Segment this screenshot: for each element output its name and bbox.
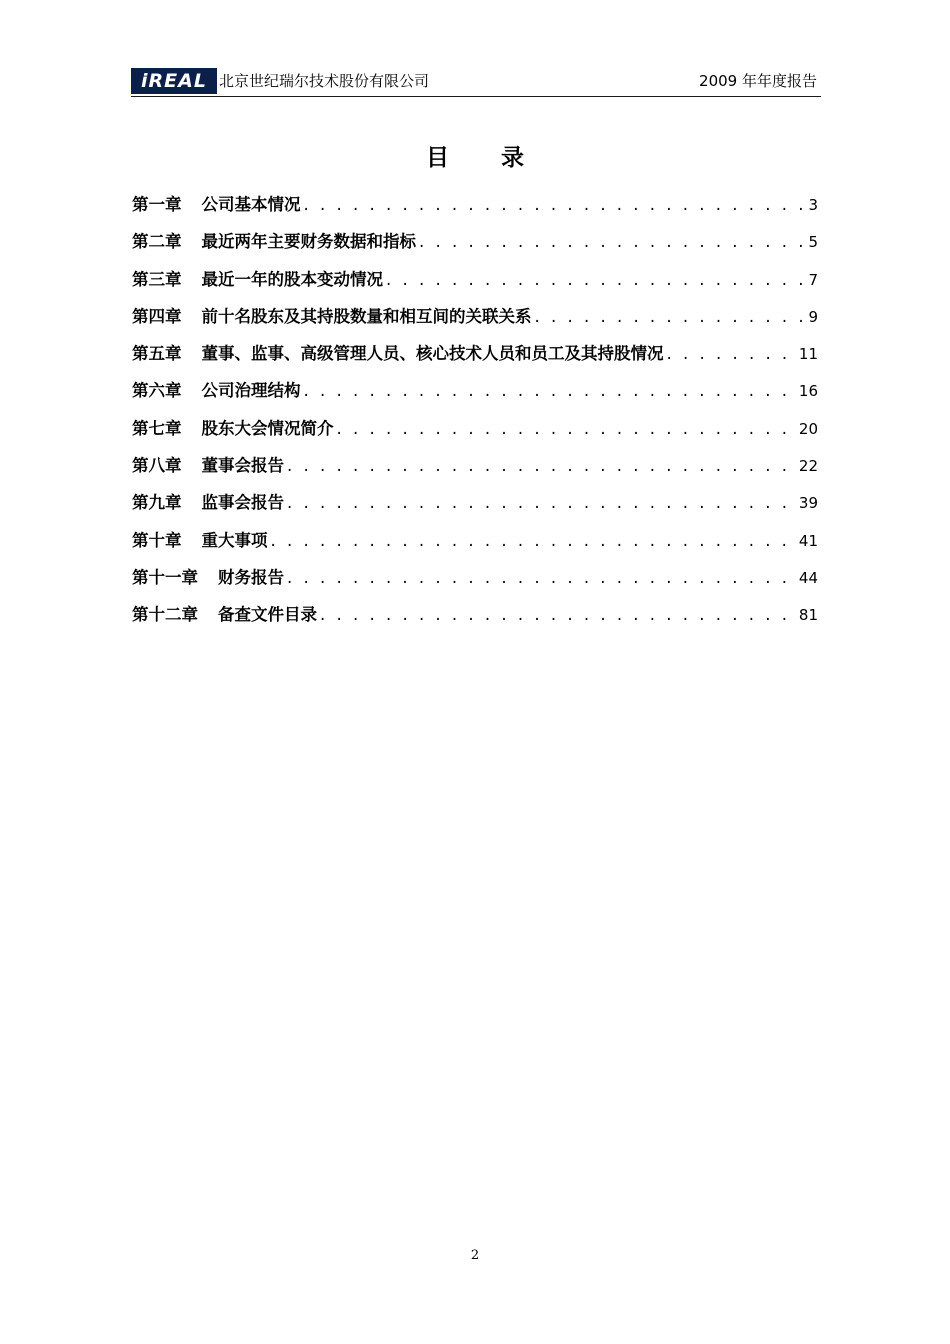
toc-leader-dots: [287, 484, 793, 521]
toc-entry-title: 董事、监事、高级管理人员、核心技术人员和员工及其持股情况: [201, 344, 664, 364]
toc-leader-dots: [337, 410, 793, 447]
toc-page-number: 44: [798, 568, 818, 587]
toc-chapter: 第四章: [132, 306, 182, 326]
toc-page-number: 7: [808, 270, 818, 289]
toc-chapter: 第三章: [132, 269, 182, 289]
toc-chapter: 第一章: [132, 195, 182, 214]
toc-entry-title: 监事会报告: [201, 493, 284, 513]
toc-entry-title: 重大事项: [201, 530, 268, 550]
page-header: [131, 66, 821, 97]
toc-leader-dots: [667, 335, 793, 372]
toc-entry-title: 最近一年的股本变动情况: [201, 269, 383, 289]
toc-entry-title: 股东大会情况简介: [201, 418, 334, 438]
table-of-contents: [132, 186, 818, 634]
toc-page-number: 41: [798, 531, 818, 550]
toc-entry-title: 前十名股东及其持股数量和相互间的关联关系: [201, 306, 532, 326]
toc-entry[interactable]: [132, 372, 818, 409]
toc-entry[interactable]: [132, 596, 818, 633]
toc-entry-title: 备查文件目录: [218, 605, 317, 625]
toc-entry-title: 财务报告: [218, 567, 284, 587]
toc-page-number: 3: [808, 196, 818, 214]
toc-entry[interactable]: [132, 223, 818, 260]
toc-leader-dots: [386, 261, 802, 298]
company-name: 北京世纪瑞尔技术股份有限公司: [219, 72, 430, 90]
toc-chapter: 第二章: [132, 232, 182, 252]
toc-entry[interactable]: [132, 484, 818, 521]
toc-chapter: 第六章: [132, 381, 182, 401]
toc-page-number: 39: [798, 494, 818, 513]
toc-chapter: 第八章: [132, 456, 182, 476]
toc-entry-title: 最近两年主要财务数据和指标: [201, 232, 416, 252]
toc-entry[interactable]: [132, 447, 818, 484]
toc-leader-dots: [304, 372, 793, 409]
toc-page-number: 11: [798, 345, 818, 364]
page-number: 2: [470, 1248, 480, 1263]
toc-page-number: 20: [798, 419, 818, 438]
toc-leader-dots: [287, 447, 793, 484]
toc-chapter: 第五章: [132, 344, 182, 364]
report-title: 2009 年年度报告: [699, 72, 817, 90]
toc-entry[interactable]: [132, 298, 818, 335]
company-logo: iREAL: [131, 68, 217, 94]
toc-chapter: 第十一章: [132, 567, 198, 587]
toc-leader-dots: [304, 186, 803, 223]
toc-entry[interactable]: [132, 559, 818, 596]
toc-chapter: 第九章: [132, 493, 182, 513]
toc-title: 目 录: [425, 145, 546, 171]
toc-page-number: 22: [798, 457, 818, 476]
toc-entry[interactable]: [132, 410, 818, 447]
toc-chapter: 第十二章: [132, 605, 198, 625]
toc-entry[interactable]: [132, 186, 818, 223]
toc-leader-dots: [419, 223, 802, 260]
toc-leader-dots: [535, 298, 803, 335]
toc-page-number: 81: [798, 606, 818, 625]
toc-leader-dots: [271, 522, 793, 559]
toc-leader-dots: [287, 559, 793, 596]
toc-page-number: 9: [808, 307, 818, 326]
toc-entry-title: 公司治理结构: [201, 381, 301, 401]
toc-entry[interactable]: [132, 522, 818, 559]
toc-leader-dots: [320, 596, 793, 633]
toc-entry-title: 公司基本情况: [201, 195, 301, 214]
toc-entry-title: 董事会报告: [201, 456, 284, 476]
toc-entry[interactable]: [132, 335, 818, 372]
toc-page-number: 16: [798, 382, 818, 401]
toc-entry[interactable]: [132, 261, 818, 298]
toc-chapter: 第十章: [132, 530, 182, 550]
toc-chapter: 第七章: [132, 418, 182, 438]
toc-page-number: 5: [808, 233, 818, 252]
